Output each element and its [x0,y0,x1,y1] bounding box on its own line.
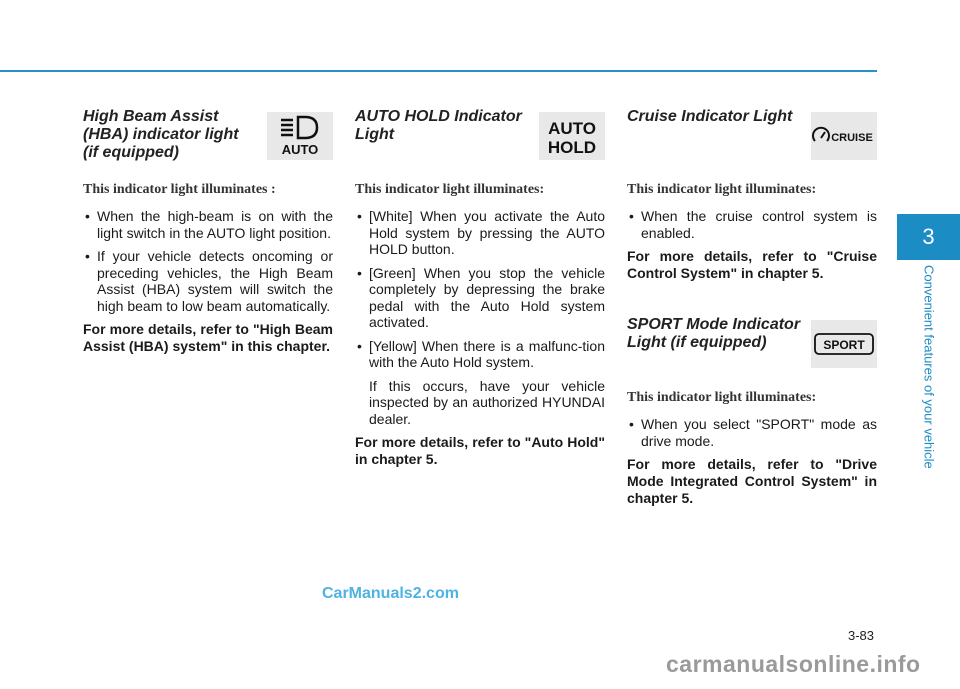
hba-intro: This indicator light illuminates : [83,182,276,197]
sport-bullets [627,416,877,449]
page-number: 3-83 [848,628,875,643]
column-cruise-sport [627,108,877,507]
sport-icon-text: SPORT [823,338,865,352]
top-rule [0,70,877,72]
cruise-icon-text: CRUISE [831,132,873,144]
sport-icon [811,320,877,368]
hba-icon-text: AUTO [281,142,319,157]
autohold-intro: This indicator light illuminates: [355,182,545,197]
cruise-heading-row [627,108,877,164]
autohold-more-details: For more details, refer to "Auto Hold" in chapter 5. [355,434,605,467]
autohold-bullet-1: • [White] When you activate the Auto Hold system by pressing the AUTO HOLD button. [355,208,605,258]
autohold-heading-row [355,108,605,164]
hba-bullet-2: • If your vehicle detects oncoming or preceding vehicles, the High Beam Assist (HBA) system will switch the high beam to low beam automatically. [83,248,333,314]
cruise-title: Cruise Indicator Light [627,108,793,125]
chapter-title: Convenient features of your vehicle [921,265,937,469]
chapter-tab: 3 [897,214,960,260]
sport-bullet-1: • When you select "SPORT" mode as drive mode. [627,416,877,449]
autohold-title: AUTO HOLD Indicator Light [355,108,522,143]
autohold-note: If this occurs, have your vehicle inspected by an authorized HYUNDAI dealer. [369,377,605,427]
autohold-bullets [355,208,605,371]
footer-watermark: carmanualsonline.info [666,651,921,677]
column-hba [83,108,333,355]
cruise-more-details: For more details, refer to "Cruise Control System" in chapter 5. [627,248,877,281]
hba-bullets [83,208,333,314]
cruise-bullet-1: • When the cruise control system is enabled. [627,208,877,241]
sport-intro: This indicator light illuminates: [627,390,817,405]
autohold-icon-line2: HOLD [547,138,597,157]
sport-heading-row [627,316,877,372]
auto-hold-icon [539,112,605,160]
cruise-intro: This indicator light illuminates: [627,182,817,197]
hba-bullet-1: • When the high-beam is on with the light switch in the AUTO light position. [83,208,333,241]
hba-title: High Beam Assist (HBA) indicator light (if equipped) [83,108,239,161]
hba-more-details: For more details, refer to "High Beam Assist (HBA) system" in this chapter. [83,321,333,354]
cruise-icon [811,112,877,160]
column-autohold [355,108,605,468]
sport-more-details: For more details, refer to "Drive Mode Integrated Control System" in chapter 5. [627,456,877,506]
sport-title: SPORT Mode Indicator Light (if equipped) [627,316,801,351]
autohold-bullet-2: • [Green] When you stop the vehicle completely by depressing the brake pedal with the Auto Hold system activated. [355,265,605,331]
autohold-icon-line1: AUTO [548,119,596,138]
watermark-link[interactable]: CarManuals2.com [322,585,459,602]
autohold-bullet-3: • [Yellow] When there is a malfunc-tion with the Auto Hold system. [355,338,605,371]
high-beam-auto-icon [267,112,333,160]
hba-heading-row [83,108,333,164]
cruise-bullets [627,208,877,241]
